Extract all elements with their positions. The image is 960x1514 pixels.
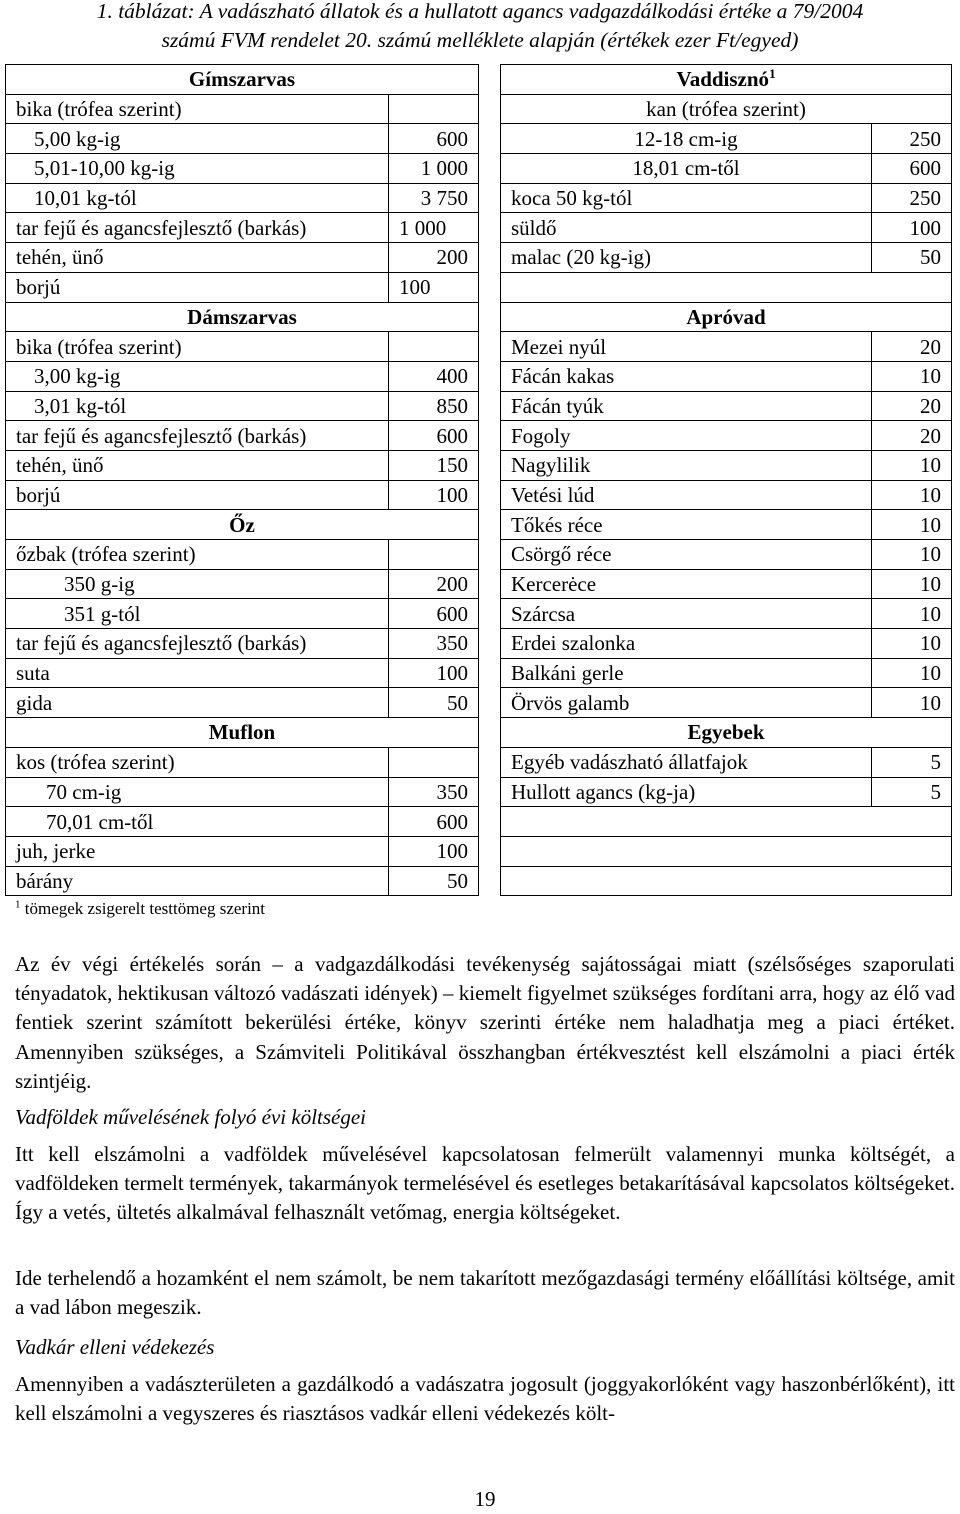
- section-header-oz: Őz: [6, 510, 479, 540]
- cell-right-value: 20: [872, 391, 952, 421]
- cell-right-value: 250: [872, 124, 952, 154]
- cell-left-label: kos (trófea szerint): [6, 747, 389, 777]
- cell-left-value: 100: [389, 658, 479, 688]
- cell-left-value: 100: [389, 272, 479, 302]
- cell-left-label: tar fejű és agancsfejlesztő (barkás): [6, 421, 389, 451]
- table-row: [6, 807, 952, 837]
- cell-right-value: 50: [872, 243, 952, 273]
- cell-left-value: 350: [389, 777, 479, 807]
- cell-right-label: Erdei szalonka: [501, 629, 872, 659]
- paragraph-vadfoldek-costs: Itt kell elszámolni a vadföldek művelésével kapcsolatosan felmerült valamennyi munka költségét, a vadföldeken termelt termények, takarmányok termelésével és esetleges betakarításával kapcsolatos költségeket. Így a vetés, ültetés alkalmával felhasznált vetőmag, energia költségeket.: [15, 1142, 955, 1225]
- cell-right-value: 10: [872, 361, 952, 391]
- paragraph-valuation: Az év végi értékelés során – a vadgazdálkodási tevékenység sajátosságai miatt (szélsőséges szaporulati tényadatok, hektikusan változó vadászati idények) – kiemelt figyelmet szükséges fordítani arra, hogy az élő vad fentiek szerint számított bekerülési értéke, könyv szerinti értéke nem haladhatja meg a piaci értéket. Amennyiben szükséges, a Számviteli Politikával összhangban értékvesztést kell elszámolni a piaci érték szintjéig.: [15, 952, 956, 1093]
- cell-right-empty: [501, 807, 952, 837]
- section-header-egyebek: Egyebek: [501, 718, 952, 748]
- cell-left-value: [389, 540, 479, 570]
- cell-right-label: Fogoly: [501, 421, 872, 451]
- cell-right-label: Kercerėce: [501, 569, 872, 599]
- cell-right-value: 10: [872, 540, 952, 570]
- cell-left-value: 1 000: [389, 213, 479, 243]
- cell-right-label: Szárcsa: [501, 599, 872, 629]
- section-header-damszarvas: Dámszarvas: [6, 302, 479, 332]
- table-caption: [0, 0, 960, 55]
- cell-right-value: 250: [872, 183, 952, 213]
- table-row: [6, 480, 952, 510]
- paragraph-vadkar: Amennyiben a vadászterületen a gazdálkodó a vadászatra jogosult (joggyakorlóként vagy haszonbérlőként), itt kell elszámolni a vegyszeres és riasztásos vadkár elleni védekezés költ-: [15, 1372, 955, 1426]
- cell-right-label: Fácán tyúk: [501, 391, 872, 421]
- game-value-table: [5, 64, 952, 896]
- footnote-text: tömegek zsigerelt testtömeg szerint: [20, 899, 266, 918]
- cell-right-label: 12-18 cm-ig: [501, 124, 872, 154]
- table-row: [6, 65, 952, 95]
- cell-right-value: 10: [872, 480, 952, 510]
- cell-left-value: 50: [389, 866, 479, 896]
- table-footnote: [15, 899, 265, 919]
- cell-right-value: 10: [872, 569, 952, 599]
- cell-right-label: kan (trófea szerint): [501, 94, 952, 124]
- cell-right-value: 10: [872, 688, 952, 718]
- footnote-mark: 1: [15, 898, 21, 911]
- table-row: [6, 777, 952, 807]
- vaddiszno-label: Vaddisznó: [676, 67, 770, 92]
- cell-left-value: 600: [389, 421, 479, 451]
- table-row: [6, 154, 952, 184]
- cell-left-label: 350 g-ig: [6, 569, 389, 599]
- cell-right-label: Tőkés réce: [501, 510, 872, 540]
- cell-left-label: borjú: [6, 480, 389, 510]
- table-row: [6, 272, 952, 302]
- cell-left-value: [389, 94, 479, 124]
- table-row: [6, 747, 952, 777]
- table-row: [6, 688, 952, 718]
- cell-left-label: tar fejű és agancsfejlesztő (barkás): [6, 629, 389, 659]
- cell-right-label: malac (20 kg-ig): [501, 243, 872, 273]
- cell-left-label: 10,01 kg-tól: [6, 183, 389, 213]
- table-row: [6, 658, 952, 688]
- heading-vadkar: Vadkár elleni védekezés: [15, 1335, 215, 1359]
- cell-left-value: 1 000: [389, 154, 479, 184]
- table-row: [6, 866, 952, 896]
- cell-left-value: 600: [389, 124, 479, 154]
- cell-right-value: 20: [872, 332, 952, 362]
- section-header-aprovad: Apróvad: [501, 302, 952, 332]
- table-row: [6, 124, 952, 154]
- cell-left-value: [389, 332, 479, 362]
- table-row: [6, 243, 952, 273]
- cell-right-value: 5: [872, 747, 952, 777]
- table-row: [6, 629, 952, 659]
- cell-right-empty: [501, 836, 952, 866]
- cell-left-value: 600: [389, 599, 479, 629]
- table-row: [6, 569, 952, 599]
- cell-right-value: 10: [872, 629, 952, 659]
- cell-left-label: bárány: [6, 866, 389, 896]
- cell-left-value: 150: [389, 450, 479, 480]
- caption-line-2: számú FVM rendelet 20. számú melléklete alapján (értékek ezer Ft/egyed): [161, 28, 799, 52]
- cell-left-value: 350: [389, 629, 479, 659]
- cell-right-label: Fácán kakas: [501, 361, 872, 391]
- section-header-vaddiszno: [501, 65, 952, 95]
- table-row: [6, 718, 952, 748]
- table-row: [6, 361, 952, 391]
- cell-right-label: Balkáni gerle: [501, 658, 872, 688]
- cell-left-label: tehén, ünő: [6, 450, 389, 480]
- cell-right-empty: [501, 866, 952, 896]
- cell-right-label: Csörgő réce: [501, 540, 872, 570]
- cell-right-label: Mezei nyúl: [501, 332, 872, 362]
- cell-left-value: [389, 747, 479, 777]
- table-row: [6, 540, 952, 570]
- cell-right-label: Nagylilik: [501, 450, 872, 480]
- table-row: [6, 421, 952, 451]
- cell-left-value: 3 750: [389, 183, 479, 213]
- cell-right-label: Örvös galamb: [501, 688, 872, 718]
- table-row: [6, 213, 952, 243]
- cell-left-label: 3,00 kg-ig: [6, 361, 389, 391]
- section-header-gimszarvas: Gímszarvas: [6, 65, 479, 95]
- table-row: [6, 836, 952, 866]
- table-row: [6, 391, 952, 421]
- cell-right-empty: [501, 272, 952, 302]
- table-row: [6, 599, 952, 629]
- cell-left-label: őzbak (trófea szerint): [6, 540, 389, 570]
- cell-left-label: borjú: [6, 272, 389, 302]
- page-number: 19: [474, 1487, 496, 1511]
- section-header-muflon: Muflon: [6, 718, 479, 748]
- cell-left-value: 200: [389, 243, 479, 273]
- cell-right-value: 10: [872, 658, 952, 688]
- cell-left-value: 100: [389, 480, 479, 510]
- cell-left-label: tar fejű és agancsfejlesztő (barkás): [6, 213, 389, 243]
- cell-left-label: 5,00 kg-ig: [6, 124, 389, 154]
- cell-right-value: 10: [872, 510, 952, 540]
- cell-right-label: Hullott agancs (kg-ja): [501, 777, 872, 807]
- cell-left-label: bika (trófea szerint): [6, 332, 389, 362]
- caption-line-1: 1. táblázat: A vadászható állatok és a hullatott agancs vadgazdálkodási értéke a 79/2004: [96, 0, 864, 23]
- cell-left-label: 5,01-10,00 kg-ig: [6, 154, 389, 184]
- table-row: [6, 183, 952, 213]
- cell-left-label: 351 g-tól: [6, 599, 389, 629]
- table-row: [6, 302, 952, 332]
- cell-left-value: 400: [389, 361, 479, 391]
- cell-left-value: 600: [389, 807, 479, 837]
- cell-right-value: 20: [872, 421, 952, 451]
- table-row: [6, 94, 952, 124]
- table-row: [6, 332, 952, 362]
- cell-right-value: 5: [872, 777, 952, 807]
- cell-right-label: süldő: [501, 213, 872, 243]
- cell-left-label: 70 cm-ig: [6, 777, 389, 807]
- cell-left-label: tehén, ünő: [6, 243, 389, 273]
- paragraph-unharvested-crops: Ide terhelendő a hozamként el nem számolt, be nem takarított mezőgazdasági termény előállítási költsége, amit a vad lábon megeszik.: [15, 1266, 955, 1320]
- cell-left-value: 100: [389, 836, 479, 866]
- cell-right-label: Egyéb vadászható állatfajok: [501, 747, 872, 777]
- table-row: [6, 450, 952, 480]
- table-row: [6, 510, 952, 540]
- cell-left-value: 50: [389, 688, 479, 718]
- cell-right-value: 10: [872, 450, 952, 480]
- footnote-ref: 1: [769, 66, 776, 82]
- heading-vadfoldek: Vadföldek művelésének folyó évi költségei: [15, 1105, 367, 1129]
- cell-right-label: koca 50 kg-tól: [501, 183, 872, 213]
- cell-left-value: 200: [389, 569, 479, 599]
- cell-left-label: 70,01 cm-től: [6, 807, 389, 837]
- cell-left-label: juh, jerke: [6, 836, 389, 866]
- cell-left-label: bika (trófea szerint): [6, 94, 389, 124]
- cell-right-value: 10: [872, 599, 952, 629]
- cell-right-label: Vetési lúd: [501, 480, 872, 510]
- cell-right-value: 600: [872, 154, 952, 184]
- cell-left-value: 850: [389, 391, 479, 421]
- cell-left-label: gida: [6, 688, 389, 718]
- cell-left-label: suta: [6, 658, 389, 688]
- cell-right-label: 18,01 cm-től: [501, 154, 872, 184]
- cell-left-label: 3,01 kg-tól: [6, 391, 389, 421]
- cell-right-value: 100: [872, 213, 952, 243]
